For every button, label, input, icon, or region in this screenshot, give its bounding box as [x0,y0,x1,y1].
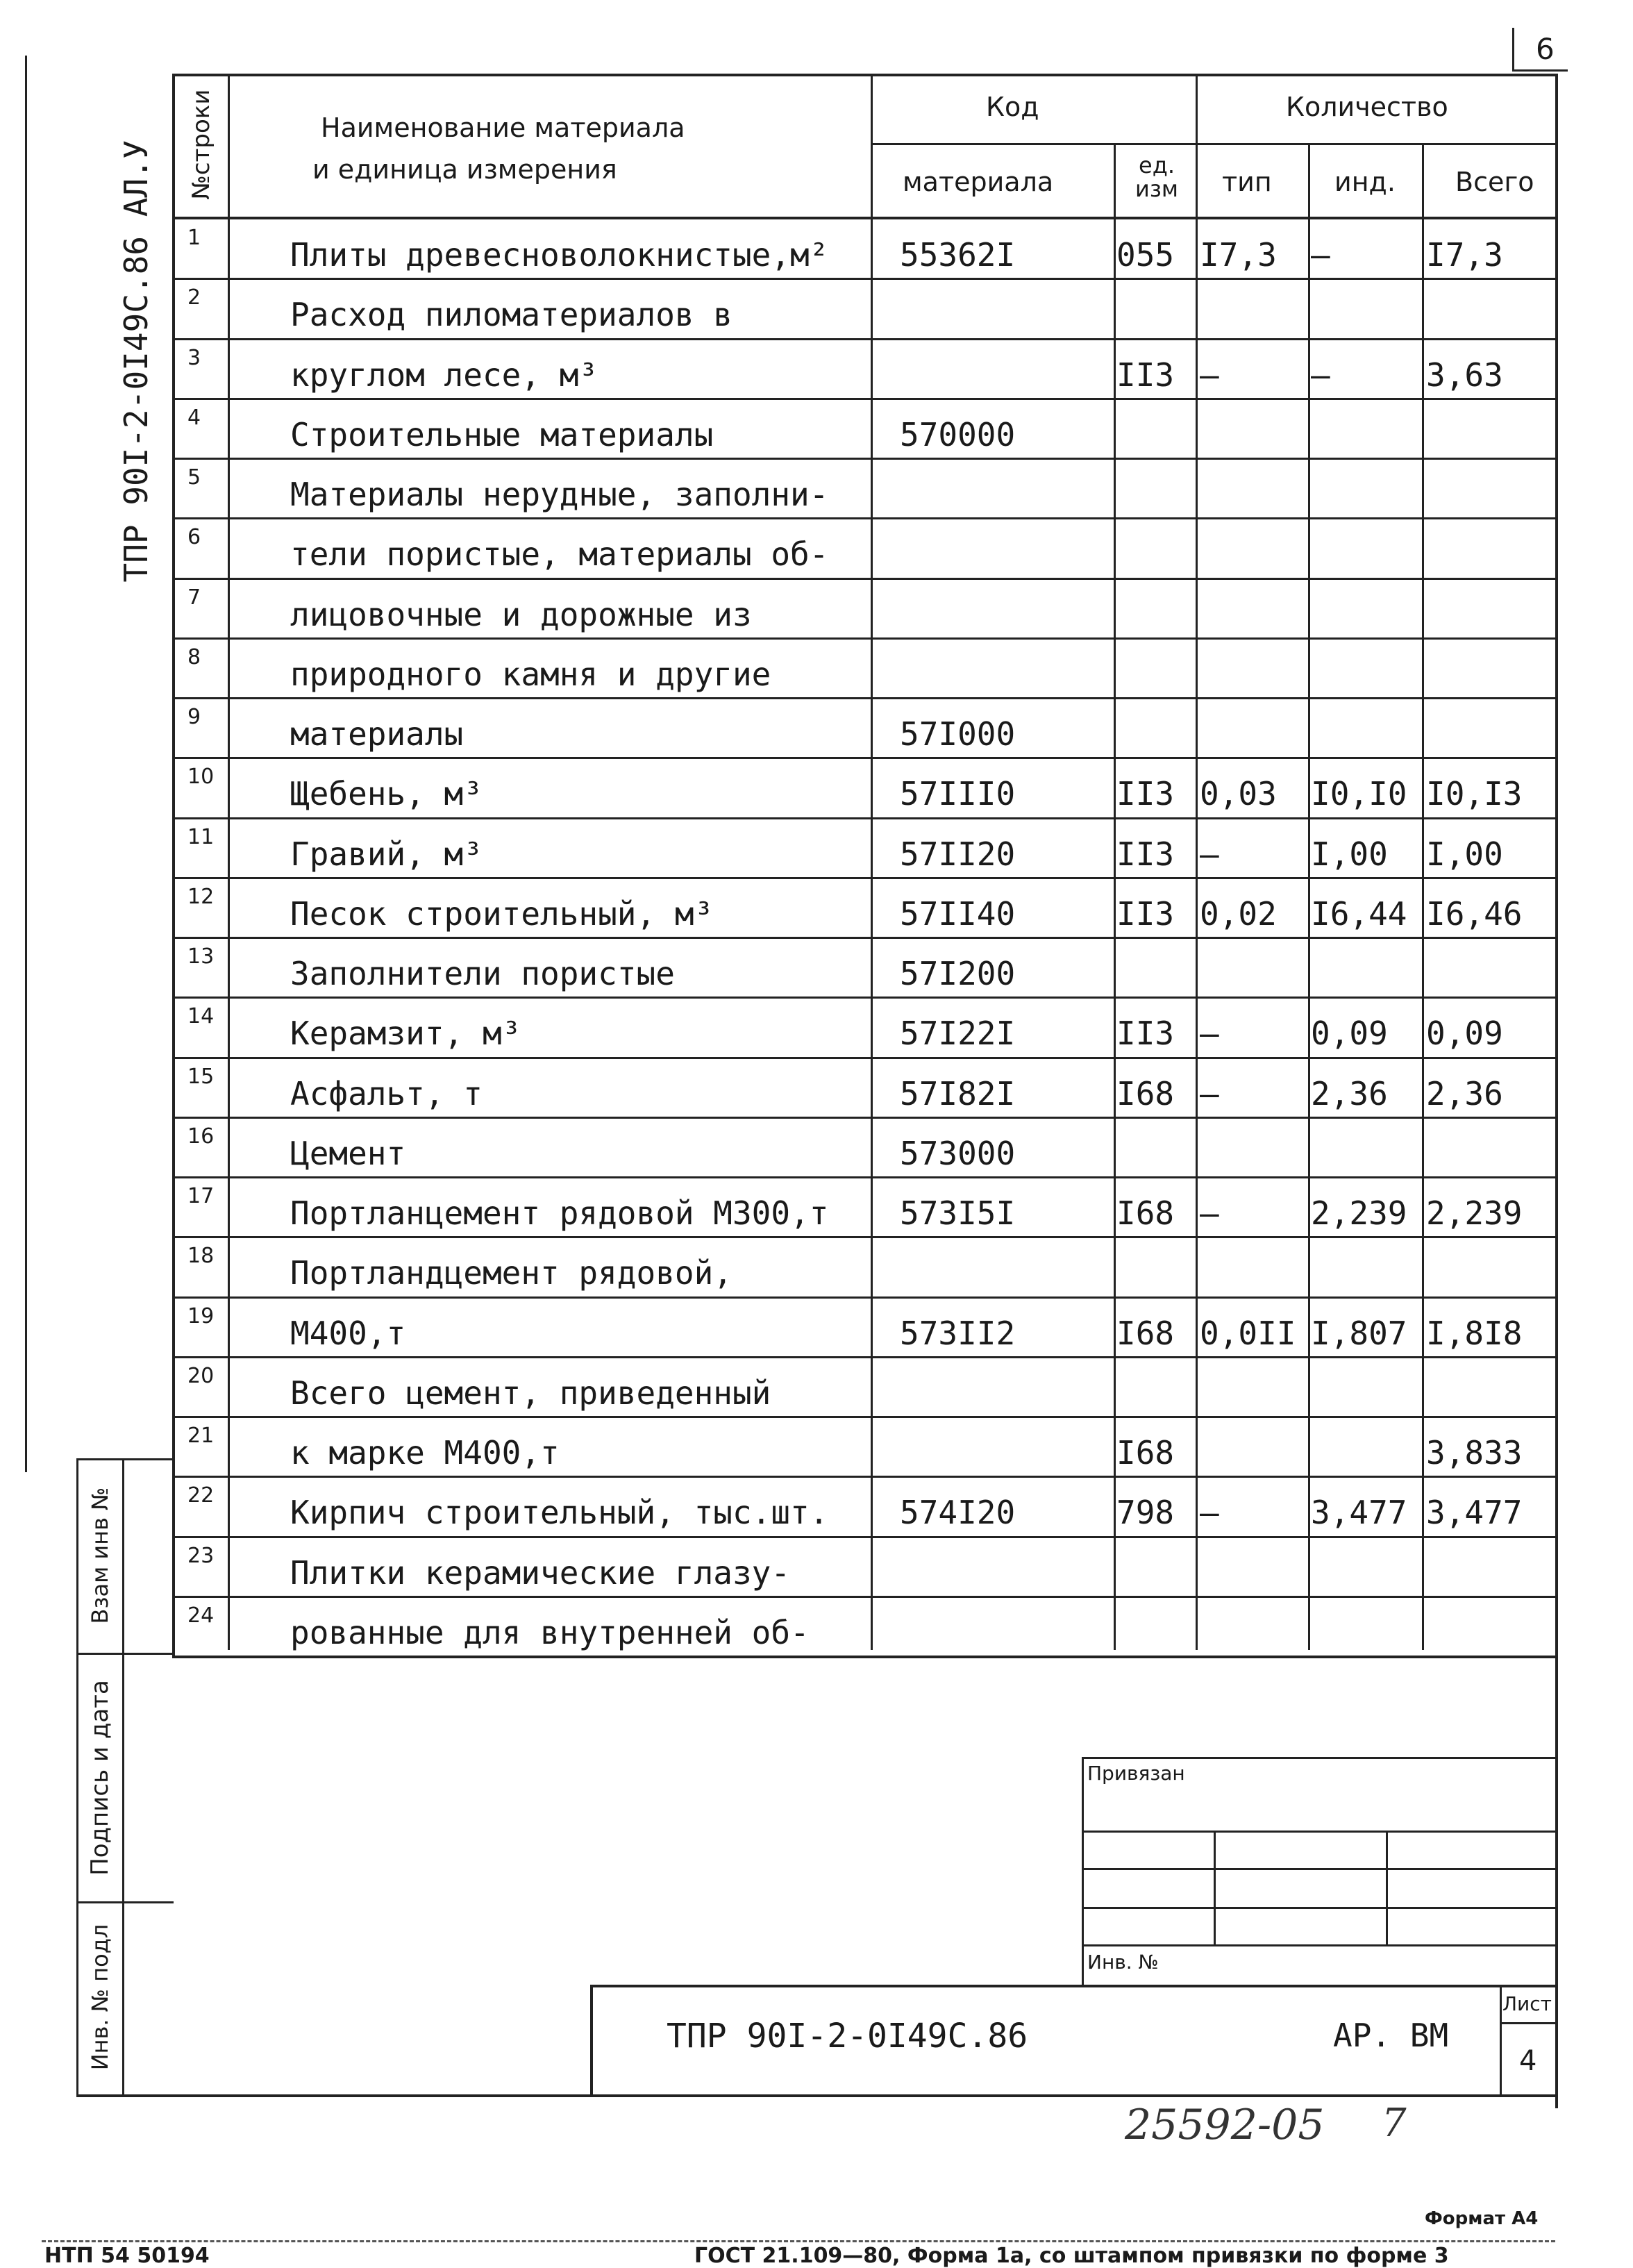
cell-material-name: рованные для внутренней об- [290,1614,810,1651]
cell-total-qty: I0,I3 [1426,775,1523,812]
header-name-line2: и единица измерения [312,154,617,185]
cell-material-name: Щебень, м³ [290,775,483,812]
row-divider [172,338,1557,340]
row-divider [172,458,1557,460]
cell-material-code: 570000 [900,416,1016,453]
cell-material-name: Гравий, м³ [290,835,483,873]
cell-individual-qty: I6,44 [1311,895,1407,933]
cell-row-number: 7 [187,585,201,610]
cell-total-qty: 2,239 [1426,1194,1523,1232]
cell-material-code: 573I5I [900,1194,1016,1232]
stamp-sheet-number: 4 [1519,2045,1537,2077]
cell-row-number: 9 [187,705,201,729]
row-divider [172,697,1557,699]
cell-material-name: к марке М400,т [290,1434,560,1471]
stamp-bound-label: Привязан [1087,1762,1185,1785]
header-quantity-group: Количество [1286,92,1448,122]
cell-material-name: Плитки керамические глазу- [290,1554,791,1592]
cell-unit: II3 [1116,835,1175,873]
cell-material-name: Кирпич строительный, тыс.шт. [290,1494,829,1531]
header-unit: ед. изм [1135,152,1178,202]
row-divider [172,1596,1557,1598]
cell-total-qty: 3,833 [1426,1434,1523,1471]
header-individual: инд. [1334,167,1396,197]
cell-material-name: Плиты древесноволокнистые,м² [290,236,829,274]
row-divider [172,1117,1557,1119]
row-divider [172,1296,1557,1299]
cell-type-qty: – [1200,835,1219,873]
header-code-material: материала [903,167,1054,197]
cell-individual-qty: – [1311,356,1330,394]
cell-total-qty: 0,09 [1426,1015,1503,1052]
cell-material-code: 574I20 [900,1494,1016,1531]
cell-type-qty: – [1200,1015,1219,1052]
cell-material-name: Расход пиломатериалов в [290,296,732,333]
handwritten-page: 7 [1382,2101,1407,2146]
cell-material-code: 57I82I [900,1075,1016,1112]
cell-individual-qty: – [1311,236,1330,274]
header-name-line1: Наименование материала [321,112,685,143]
cell-row-number: 11 [187,825,215,849]
cell-row-number: 3 [187,346,201,370]
row-divider [172,1476,1557,1478]
cell-material-name: Портландцемент рядовой, [290,1254,732,1292]
cell-unit: II3 [1116,895,1175,933]
row-divider [172,757,1557,759]
row-divider [172,1536,1557,1538]
cell-material-name: природного камня и другие [290,656,771,693]
row-divider [172,637,1557,640]
cell-type-qty: – [1200,1194,1219,1232]
cell-material-name: материалы [290,715,464,753]
cell-material-code: 573II2 [900,1315,1016,1352]
cell-material-name: Цемент [290,1135,406,1172]
header-row-number: №строки [187,89,215,200]
handwritten-number: 25592-05 [1125,2101,1325,2149]
cell-individual-qty: 3,477 [1311,1494,1407,1531]
row-divider [172,1416,1557,1418]
cell-row-number: 13 [187,944,215,969]
stamp-sheet-label: Лист [1502,1992,1552,2015]
cell-row-number: 19 [187,1304,215,1328]
cell-row-number: 6 [187,525,201,549]
row-divider [172,398,1557,400]
cell-material-name: Песок строительный, м³ [290,895,714,933]
table-bottom-border [172,1656,1557,1658]
cell-row-number: 14 [187,1004,215,1028]
cell-material-name: Строительные материалы [290,416,714,453]
cell-type-qty: – [1200,1075,1219,1112]
cell-row-number: 17 [187,1184,215,1208]
cell-row-number: 1 [187,226,201,250]
cell-type-qty: I7,3 [1200,236,1277,274]
row-divider [172,877,1557,879]
row-divider [172,517,1557,519]
row-divider [172,997,1557,999]
cell-row-number: 20 [187,1364,215,1388]
cell-row-number: 18 [187,1244,215,1268]
row-divider [172,1057,1557,1059]
cell-material-name: Заполнители пористые [290,955,675,992]
margin-label-original-inventory: Инв. № подл [87,1924,113,2071]
cell-type-qty: – [1200,356,1219,394]
cell-material-code: 57III0 [900,775,1016,812]
footer-rule [42,2240,1555,2242]
cell-unit: I68 [1116,1075,1175,1112]
cell-unit: I68 [1116,1194,1175,1232]
cell-material-code: 57I000 [900,715,1016,753]
side-document-code: ТПР 90I-2-0I49С.86 АЛ.У [117,140,155,583]
cell-individual-qty: I,00 [1311,835,1388,873]
cell-row-number: 12 [187,885,215,909]
cell-material-name: лицовочные и дорожные из [290,596,752,633]
cell-material-name: тели пористые, материалы об- [290,535,829,573]
footer-left-code: НТП 54 50194 [44,2244,210,2268]
cell-material-code: 57II20 [900,835,1016,873]
cell-material-name: Асфальт, т [290,1075,483,1112]
row-divider [172,817,1557,819]
cell-individual-qty: I,807 [1311,1315,1407,1352]
format-label: Формат А4 [1425,2208,1539,2229]
cell-type-qty: 0,0II [1200,1315,1296,1352]
cell-unit: II3 [1116,775,1175,812]
row-divider [172,278,1557,280]
cell-material-name: Керамзит, м³ [290,1015,521,1052]
header-type: тип [1222,167,1272,197]
cell-type-qty: 0,03 [1200,775,1277,812]
row-divider [172,1356,1557,1358]
cell-unit: II3 [1116,356,1175,394]
cell-individual-qty: 2,239 [1311,1194,1407,1232]
cell-total-qty: 3,477 [1426,1494,1523,1531]
cell-row-number: 10 [187,765,215,789]
cell-row-number: 15 [187,1065,215,1089]
row-divider [172,1236,1557,1238]
cell-individual-qty: 2,36 [1311,1075,1388,1112]
cell-row-number: 22 [187,1483,215,1508]
stamp-inventory-label: Инв. № [1087,1951,1159,1974]
header-total: Всего [1455,167,1534,197]
cell-type-qty: – [1200,1494,1219,1531]
cell-row-number: 8 [187,645,201,669]
cell-unit: 798 [1116,1494,1175,1531]
cell-material-code: 57I200 [900,955,1016,992]
margin-label-signature-date: Подпись и дата [86,1680,114,1876]
cell-row-number: 4 [187,406,201,430]
cell-unit: II3 [1116,1015,1175,1052]
cell-material-name: М400,т [290,1315,406,1352]
cell-material-name: круглом лесе, м³ [290,356,598,394]
cell-material-code: 57II40 [900,895,1016,933]
cell-unit: 055 [1116,236,1175,274]
cell-material-name: Материалы нерудные, заполни- [290,476,829,513]
cell-individual-qty: I0,I0 [1311,775,1407,812]
cell-individual-qty: 0,09 [1311,1015,1388,1052]
cell-row-number: 2 [187,285,201,310]
row-divider [172,937,1557,939]
margin-label-replacement-inventory: Взам инв № [87,1487,113,1624]
cell-row-number: 21 [187,1424,215,1448]
row-divider [172,578,1557,580]
cell-unit: I68 [1116,1315,1175,1352]
page-number: 6 [1536,32,1555,66]
stamp-section: АР. ВМ [1333,2017,1449,2054]
stamp-document-code: ТПР 90I-2-0I49С.86 [667,2017,1028,2056]
row-divider [172,1176,1557,1178]
cell-unit: I68 [1116,1434,1175,1471]
cell-row-number: 24 [187,1603,215,1628]
cell-row-number: 16 [187,1124,215,1149]
cell-total-qty: I,00 [1426,835,1503,873]
cell-material-code: 573000 [900,1135,1016,1172]
header-code-group: Код [986,92,1039,122]
cell-material-code: 55362I [900,236,1016,274]
cell-material-name: Портланцемент рядовой М300,т [290,1194,829,1232]
cell-material-name: Всего цемент, приведенный [290,1374,771,1412]
cell-total-qty: I,8I8 [1426,1315,1523,1352]
cell-type-qty: 0,02 [1200,895,1277,933]
cell-total-qty: 3,63 [1426,356,1503,394]
cell-total-qty: 2,36 [1426,1075,1503,1112]
cell-total-qty: I6,46 [1426,895,1523,933]
cell-material-code: 57I22I [900,1015,1016,1052]
cell-row-number: 5 [187,465,201,490]
footer-gost-note: ГОСТ 21.109—80, Форма 1а, со штампом привязки по форме 3 [694,2244,1449,2268]
cell-row-number: 23 [187,1544,215,1568]
cell-total-qty: I7,3 [1426,236,1503,274]
